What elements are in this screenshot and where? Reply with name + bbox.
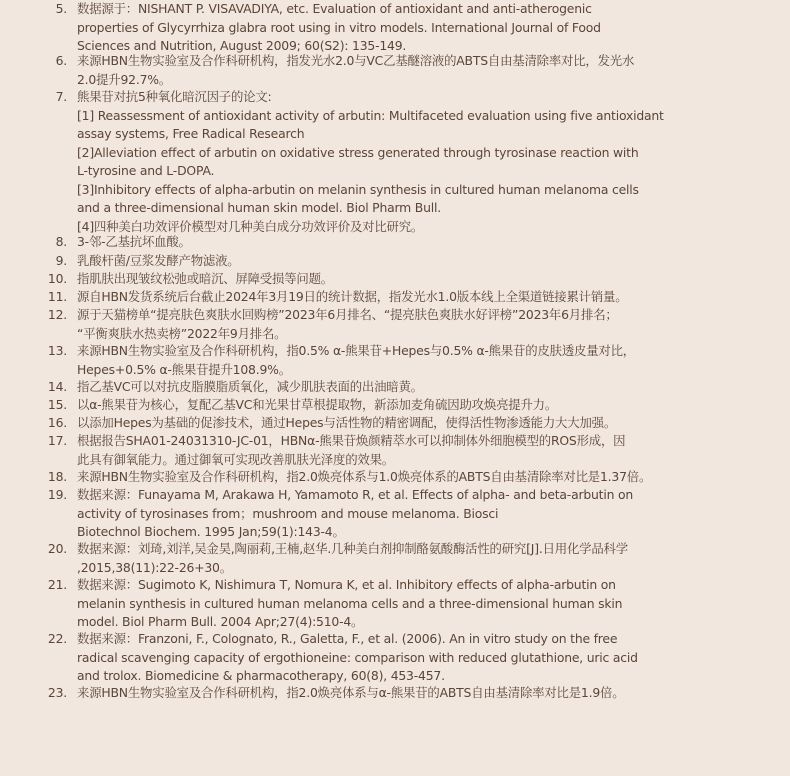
footnote-line: assay systems, Free Radical Research: [77, 126, 305, 141]
footnote-item: [0, 540, 790, 577]
footnote-line: activity of tyrosinases from；mushroom and mouse melanoma. Biosci: [77, 505, 499, 521]
footnote-number: 18.: [47, 469, 67, 484]
footnote-line: and trolox. Biomedicine & pharmacotherapy, 60(8), 453-457.: [77, 668, 445, 683]
footnote-text: [77, 306, 748, 343]
footnote-number: 16.: [47, 415, 67, 430]
footnote-item: [0, 378, 790, 397]
footnote-item: [0, 270, 790, 289]
footnote-line: [3]Inhibitory effects of alpha-arbutin on melanin synthesis in cultured human melanoma cells: [77, 181, 639, 197]
footnote-number: 23.: [47, 685, 67, 700]
footnote-line: model. Biol Pharm Bull. 2004 Apr;27(4):510-4。: [77, 614, 364, 629]
footnote-number: 9.: [55, 253, 67, 268]
footnote-text: [77, 88, 748, 236]
footnote-line: 源自HBN发货系统后台截止2024年3月19日的统计数据，指发光水1.0版本线上全渠道链接累计销量。: [77, 289, 628, 304]
footnote-item: [0, 576, 790, 632]
footnote-item: [0, 630, 790, 686]
footnote-line: 来源HBN生物实验室及合作科研机构，指2.0焕亮体系与1.0焕亮体系的ABTS自由基清除率对比是1.37倍。: [77, 469, 652, 484]
footnote-number: 21.: [47, 577, 67, 592]
footnote-item: [0, 486, 790, 542]
footnote-item: [0, 468, 790, 487]
footnote-line: 熊果苷对抗5种氧化暗沉因子的论文:: [77, 89, 272, 104]
footnote-line: 数据来源：Sugimoto K, Nishimura T, Nomura K, et al. Inhibitory effects of alpha-arbutin on: [77, 577, 616, 592]
footnote-line: 源于天猫榜单“提亮肤色爽肤水回购榜”2023年6月排名、“提亮肤色爽肤水好评榜”2023年6月排名；: [77, 307, 618, 322]
footnote-item: [0, 233, 790, 252]
footnote-item: [0, 306, 790, 343]
footnote-text: [77, 468, 748, 487]
footnote-item: [0, 288, 790, 307]
footnote-line: melanin synthesis in cultured human melanoma cells and a three-dimensional human skin: [77, 595, 623, 611]
footnote-line: Sciences and Nutrition, August 2009; 60(S2): 135-149.: [77, 38, 407, 53]
footnote-number: 6.: [55, 53, 67, 68]
footnote-line: Biotechnol Biochem. 1995 Jan;59(1):143-4。: [77, 524, 345, 539]
footnote-text: [77, 540, 748, 577]
footnote-line: 来源HBN生物实验室及合作科研机构，指2.0焕亮体系与α-熊果苷的ABTS自由基清除率对比是1.9倍。: [77, 685, 625, 700]
footnote-text: [77, 414, 748, 433]
footnote-line: 指乙基VC可以对抗皮脂膜脂质氧化，减少肌肤表面的出油暗黄。: [77, 379, 423, 394]
footnote-line: 来源HBN生物实验室及合作科研机构，指0.5% α-熊果苷+Hepes与0.5% α-熊果苷的皮肤透皮量对比，: [77, 343, 635, 358]
footnote-line: 3-邻-乙基抗坏血酸。: [77, 234, 191, 249]
footnote-item: [0, 52, 790, 89]
footnote-text: [77, 52, 748, 89]
footnote-number: 11.: [47, 289, 67, 304]
footnote-line: 数据来源：Funayama M, Arakawa H, Yamamoto R, et al. Effects of alpha- and beta-arbutin on: [77, 487, 634, 502]
footnote-line: 2.0提升92.7%。: [77, 71, 172, 87]
footnote-line: 乳酸杆菌/豆浆发酵产物滤液。: [77, 253, 240, 268]
footnote-text: [77, 342, 748, 379]
footnote-text: [77, 252, 748, 271]
footnote-item: [0, 0, 790, 56]
footnote-text: [77, 378, 748, 397]
footnote-line: 数据来源：刘琦,刘洋,吴金昊,陶丽莉,王楠,赵华.几种美白剂抑制酪氨酸酶活性的研究[J].日用化学品科学: [77, 541, 628, 556]
footnote-text: [77, 270, 748, 289]
footnote-item: [0, 88, 790, 236]
footnote-number: 8.: [55, 234, 67, 249]
footnote-number: 12.: [47, 307, 67, 322]
footnote-line: [4]四种美白功效评价模型对几种美白成分功效评价及对比研究。: [77, 218, 424, 234]
footnote-text: [77, 233, 748, 252]
footnote-text: [77, 486, 748, 542]
footnote-item: [0, 432, 790, 469]
footnote-number: 14.: [47, 379, 67, 394]
footnote-line: 来源HBN生物实验室及合作科研机构，指发光水2.0与VC乙基醚溶液的ABTS自由基清除率对比，发光水: [77, 53, 635, 68]
footnote-number: 20.: [47, 541, 67, 556]
footnote-line: ,2015,38(11):22-26+30。: [77, 559, 232, 575]
footnote-number: 7.: [55, 89, 67, 104]
footnote-line: 数据源于：NISHANT P. VISAVADIYA, etc. Evaluation of antioxidant and anti-atherogenic: [77, 1, 592, 16]
footnote-line: 数据来源：Franzoni, F., Colognato, R., Galetta, F., et al. (2006). An in vitro study on the free: [77, 631, 618, 646]
footnote-item: [0, 396, 790, 415]
footnote-line: “平衡爽肤水热卖榜”2022年9月排名。: [77, 325, 287, 341]
footnote-line: and a three-dimensional human skin model. Biol Pharm Bull.: [77, 200, 441, 215]
footnote-number: 22.: [47, 631, 67, 646]
footnote-text: [77, 576, 748, 632]
footnote-text: [77, 0, 748, 56]
footnote-line: properties of Glycyrrhiza glabra root using in vitro models. International Journal of Food: [77, 19, 601, 35]
footnote-item: [0, 414, 790, 433]
footnote-item: [0, 684, 790, 703]
footnote-line: [1] Reassessment of antioxidant activity of arbutin: Multifaceted evaluation using five antioxidant: [77, 107, 664, 123]
footnote-line: L-tyrosine and L-DOPA.: [77, 163, 215, 178]
footnote-text: [77, 432, 748, 469]
footnote-number: 15.: [47, 397, 67, 412]
footnote-item: [0, 342, 790, 379]
footnote-line: 指肌肤出现皱纹松弛或暗沉、屏障受损等问题。: [77, 271, 334, 286]
footnote-text: [77, 288, 748, 307]
footnote-item: [0, 252, 790, 271]
footnote-text: [77, 684, 748, 703]
footnote-line: Hepes+0.5% α-熊果苷提升108.9%。: [77, 361, 291, 377]
footnote-number: 19.: [47, 487, 67, 502]
footnote-text: [77, 396, 748, 415]
footnote-line: 此具有御氧能力。通过御氧可实现改善肌肤光泽度的效果。: [77, 451, 394, 467]
footnote-number: 13.: [47, 343, 67, 358]
footnote-number: 10.: [47, 271, 67, 286]
footnote-line: 根据报告SHA01-24031310-JC-01，HBNα-熊果苷焕颜精萃水可以抑制体外细胞模型的ROS形成，因: [77, 433, 626, 448]
footnote-line: 以α-熊果苷为核心，复配乙基VC和光果甘草根提取物，新添加麦角硫因助攻焕亮提升力。: [77, 397, 558, 412]
footnote-number: 17.: [47, 433, 67, 448]
footnote-number: 5.: [55, 1, 67, 16]
footnote-text: [77, 630, 748, 686]
footnote-line: radical scavenging capacity of ergothioneine: comparison with reduced glutathione, uric acid: [77, 649, 638, 665]
footnote-line: 以添加Hepes为基础的促渗技术，通过Hepes与活性物的精密调配，使得活性物渗透能力大大加强。: [77, 415, 617, 430]
footnote-line: [2]Alleviation effect of arbutin on oxidative stress generated through tyrosinase reaction with: [77, 144, 639, 160]
